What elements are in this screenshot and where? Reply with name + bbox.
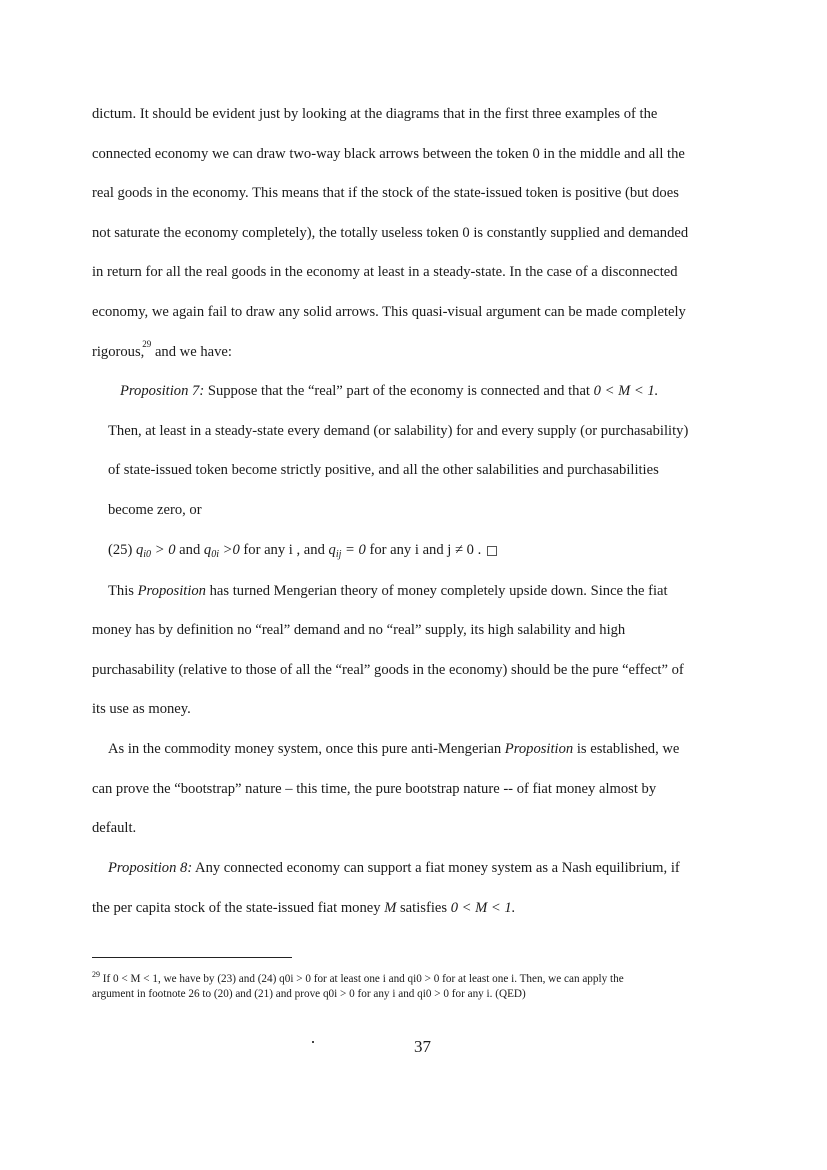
proposition-7-condition: 0 < M < 1. (593, 383, 659, 399)
para-1-text-a: This (108, 583, 138, 599)
eq-term-q: q (135, 542, 144, 558)
proposition-7-text: Suppose that the “real” part of the economy is connected and that (204, 383, 594, 399)
para-1-line-3: purchasability (relative to those of all the “real” goods in the economy) should be the pure “effect” of (92, 662, 684, 678)
proposition-8-line2-text: the per capita stock of the state-issued fiat money (92, 900, 385, 916)
footnote-mark: 29 (92, 970, 100, 979)
scan-speck (312, 1041, 314, 1043)
eq-sub-ij: ij (335, 549, 342, 560)
body-line-2: connected economy we can draw two-way black arrows between the token 0 in the middle and all the (92, 146, 685, 162)
proposition-8-condition: 0 < M < 1. (450, 900, 516, 916)
equation-number: (25) (108, 542, 133, 558)
body-line-4: not saturate the economy completely), the totally useless token 0 is constantly supplied and demanded (92, 225, 689, 241)
proposition-7-heading (120, 382, 820, 400)
qed-square-icon (487, 546, 497, 556)
body-line-3: real goods in the economy. This means that if the stock of the state-issued token is positive (but does (92, 185, 679, 201)
footnote-mark-29: 29 (142, 339, 152, 349)
eq-rel-3: = 0 (341, 542, 366, 558)
eq-sub-0i: 0i (211, 549, 219, 560)
footnote-divider (92, 957, 292, 958)
proposition-7-line-2: of state-issued token become strictly positive, and all the other salabilities and purchasabilities (108, 462, 659, 478)
footnote-line-2: argument in footnote 26 to (20) and (21) and prove q0i > 0 for any i and qi0 > 0 for any i. (QED) (92, 988, 526, 1000)
para-1-line-4: its use as money. (92, 701, 191, 717)
eq-any-1: for any i , and (239, 542, 329, 558)
eq-rel-1: > 0 (151, 542, 176, 558)
para-2-italic: Proposition (504, 741, 574, 757)
eq-and: and (175, 542, 204, 558)
para-1-italic: Proposition (137, 583, 206, 599)
page-number: 37 (414, 1037, 431, 1056)
rigorous-rest: and we have: (151, 344, 232, 360)
proposition-8-line-2 (92, 899, 792, 917)
eq-sub-i0: i0 (143, 549, 152, 560)
para-1-line-1 (108, 582, 808, 600)
body-line-6: economy, we again fail to draw any solid arrows. This quasi-visual argument can be made completely (92, 304, 686, 320)
para-2-line-2: can prove the “bootstrap” nature – this time, the pure bootstrap nature -- of fiat money almost by (92, 781, 657, 797)
eq-any-2: for any i and j ≠ 0 . (365, 542, 482, 558)
footnote-text-1: If 0 < M < 1, we have by (23) and (24) q0i > 0 for at least one i and qi0 > 0 for at least one i. Then, we can apply the (100, 973, 624, 985)
eq-rel-2: >0 (218, 542, 240, 558)
footnote-line-1 (92, 972, 792, 987)
para-2-line-3: default. (92, 820, 137, 836)
proposition-8-var: M (384, 900, 397, 916)
body-line-5: in return for all the real goods in the economy at least in a steady-state. In the case of a disconnected (92, 264, 678, 280)
para-1-text-b: has turned Mengerian theory of money completely upside down. Since the fiat (205, 583, 668, 599)
body-line-1: dictum. It should be evident just by looking at the diagrams that in the first three examples of the (92, 106, 658, 122)
proposition-7-line-1: Then, at least in a steady-state every demand (or salability) for and every supply (or purchasability) (108, 423, 689, 439)
para-2-line-1 (108, 740, 808, 758)
rigorous-text: rigorous, (92, 344, 145, 360)
eq-term-q2: q (203, 542, 212, 558)
proposition-8-label: Proposition 8: (108, 860, 193, 876)
para-2-text-a: As in the commodity money system, once this pure anti-Mengerian (108, 741, 505, 757)
body-line-7 (92, 339, 792, 362)
proposition-8-line2-end: satisfies (396, 900, 451, 916)
proposition-7-label: Proposition 7: (120, 383, 205, 399)
para-1-line-2: money has by definition no “real” demand and no “real” supply, its high salability and high (92, 622, 626, 638)
proposition-8-text: Any connected economy can support a fiat money system as a Nash equilibrium, if (192, 860, 680, 876)
equation-25 (108, 541, 808, 561)
eq-term-q3: q (328, 542, 336, 558)
para-2-text-b: is established, we (573, 741, 680, 757)
proposition-8-heading (108, 859, 808, 877)
proposition-7-line-3: become zero, or (108, 502, 202, 518)
